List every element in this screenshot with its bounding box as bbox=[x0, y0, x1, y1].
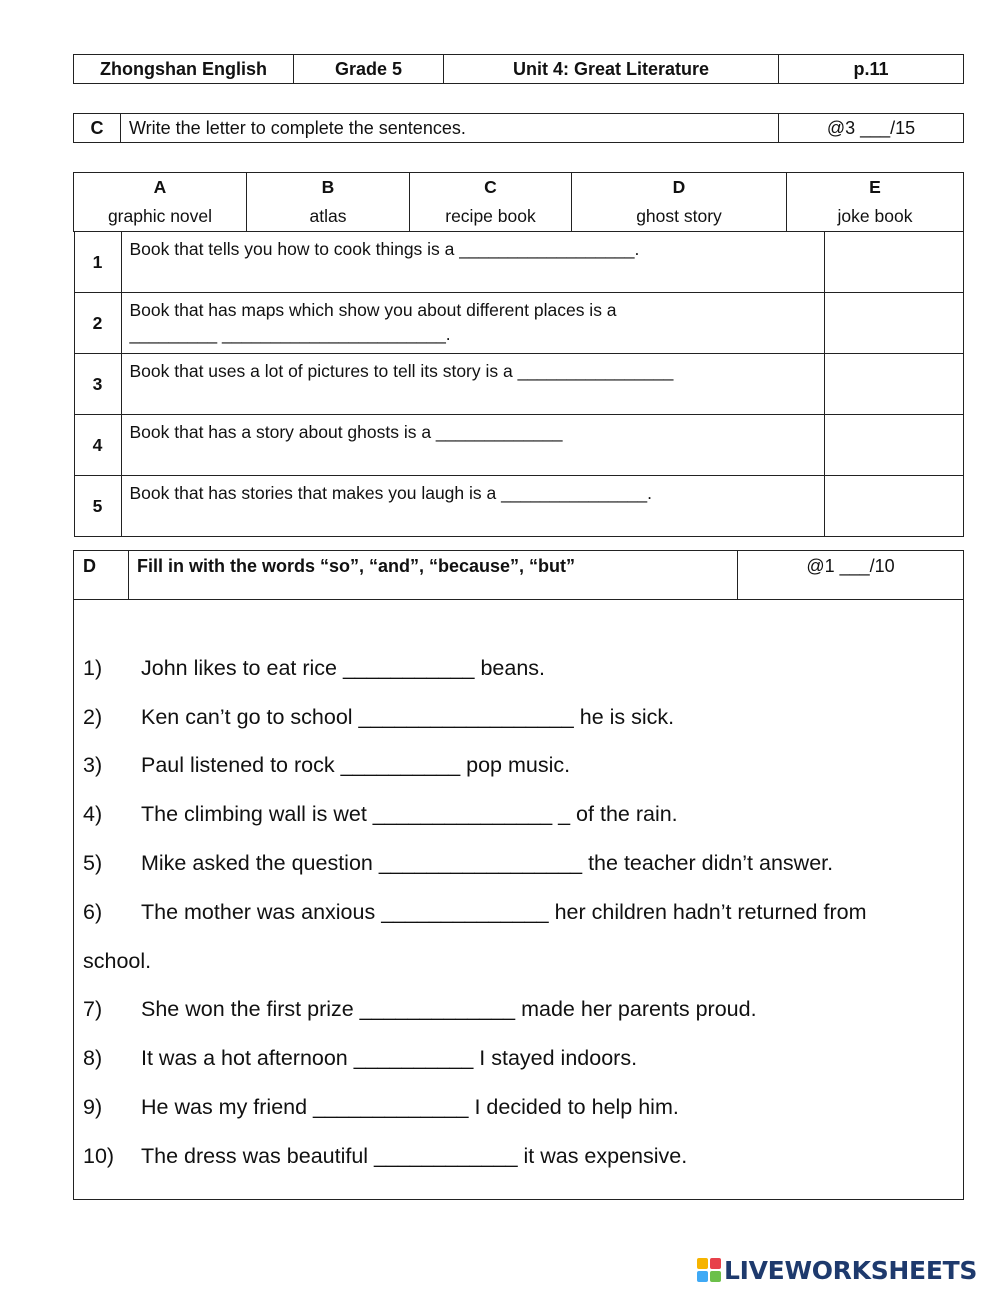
option-letter: D bbox=[672, 177, 686, 197]
sentence-text: Paul listened to rock __________ pop music. bbox=[141, 753, 571, 778]
question-number: 3 bbox=[74, 354, 121, 415]
question-row bbox=[74, 415, 963, 476]
sentence-text: school. bbox=[83, 948, 152, 973]
question-number: 4 bbox=[74, 415, 121, 476]
answer-box[interactable] bbox=[824, 476, 963, 537]
answer-box[interactable] bbox=[824, 293, 963, 354]
sentence-text: Ken can’t go to school __________________ he is sick. bbox=[141, 704, 675, 729]
option-label: graphic novel bbox=[107, 206, 213, 226]
sentence-number: 7) bbox=[83, 997, 103, 1022]
sentence-list bbox=[74, 600, 963, 1181]
question-row bbox=[74, 232, 963, 293]
question-line: Book that has stories that makes you laugh is a _______________. bbox=[129, 483, 652, 503]
question-row bbox=[74, 476, 963, 537]
section-c-table bbox=[73, 172, 964, 537]
option-label: joke book bbox=[837, 206, 913, 226]
sentence-number: 2) bbox=[83, 704, 103, 729]
sentence-text: John likes to eat rice ___________ beans. bbox=[141, 655, 546, 680]
option-label: atlas bbox=[309, 206, 347, 226]
unit-title: Unit 4: Great Literature bbox=[444, 55, 779, 84]
question-row bbox=[74, 293, 963, 354]
sentence-number: 6) bbox=[83, 899, 103, 924]
page-number: p.11 bbox=[779, 55, 964, 84]
section-d-body bbox=[74, 600, 964, 1200]
sentence-number: 5) bbox=[83, 851, 103, 876]
question-text bbox=[121, 293, 824, 354]
section-d-instruction: Fill in with the words “so”, “and”, “because”, “but” bbox=[129, 551, 738, 600]
questions-inner bbox=[74, 232, 964, 537]
logo-blocks-icon bbox=[697, 1258, 721, 1282]
sentence-number: 1) bbox=[83, 655, 103, 680]
sentence-item[interactable] bbox=[83, 1083, 955, 1132]
option-letter: A bbox=[153, 177, 167, 197]
sentence-text: She won the first prize _____________ made her parents proud. bbox=[141, 997, 757, 1022]
sentence-number: 8) bbox=[83, 1046, 103, 1071]
section-c-header bbox=[73, 113, 964, 143]
sentence-item[interactable] bbox=[83, 888, 955, 937]
sentence-number: 10) bbox=[83, 1143, 115, 1168]
sentence-continuation bbox=[83, 937, 955, 986]
question-text bbox=[121, 415, 824, 476]
logo-block bbox=[710, 1271, 721, 1282]
answer-box[interactable] bbox=[824, 354, 963, 415]
section-d-letter: D bbox=[74, 551, 129, 600]
logo-text: LIVEWORKSHEETS bbox=[724, 1255, 978, 1285]
sentence-text: The mother was anxious ______________ her children hadn’t returned from bbox=[141, 899, 867, 924]
sentence-item[interactable] bbox=[83, 790, 955, 839]
question-line: _________ _______________________. bbox=[129, 324, 451, 344]
options-row bbox=[74, 173, 964, 232]
section-c-letter: C bbox=[74, 114, 121, 143]
option-b bbox=[247, 173, 410, 231]
liveworksheets-logo[interactable] bbox=[697, 1254, 977, 1286]
sentence-item[interactable] bbox=[83, 1034, 955, 1083]
questions-wrap bbox=[74, 232, 964, 538]
option-label: ghost story bbox=[636, 206, 722, 226]
question-text bbox=[121, 476, 824, 537]
question-number: 2 bbox=[74, 293, 121, 354]
sentence-text: It was a hot afternoon __________ I stayed indoors. bbox=[141, 1046, 638, 1071]
sentence-number: 4) bbox=[83, 802, 103, 827]
sentence-text: The climbing wall is wet _______________ _ of the rain. bbox=[141, 802, 678, 827]
question-number: 5 bbox=[74, 476, 121, 537]
question-line: Book that has maps which show you about different places is a bbox=[129, 300, 617, 320]
options-inner bbox=[74, 173, 963, 231]
sentence-item[interactable] bbox=[83, 742, 955, 791]
option-e bbox=[787, 173, 964, 231]
section-d-score: @1 ___/10 bbox=[738, 551, 964, 600]
option-letter: E bbox=[869, 177, 881, 197]
sentence-number: 9) bbox=[83, 1095, 103, 1120]
question-row bbox=[74, 354, 963, 415]
sentence-text: Mike asked the question _________________ the teacher didn’t answer. bbox=[141, 851, 834, 876]
section-c-score: @3 ___/15 bbox=[779, 114, 964, 143]
school-name: Zhongshan English bbox=[74, 55, 294, 84]
logo-block bbox=[710, 1258, 721, 1269]
logo-block bbox=[697, 1258, 708, 1269]
option-d bbox=[572, 173, 787, 231]
section-d-table bbox=[73, 550, 964, 1200]
option-c bbox=[410, 173, 572, 231]
option-letter: B bbox=[321, 177, 335, 197]
sentence-item[interactable] bbox=[83, 1132, 955, 1181]
sentence-item[interactable] bbox=[83, 839, 955, 888]
question-number: 1 bbox=[74, 232, 121, 293]
sentence-item[interactable] bbox=[83, 693, 955, 742]
answer-box[interactable] bbox=[824, 232, 963, 293]
sentence-item[interactable] bbox=[83, 644, 955, 693]
option-letter: C bbox=[484, 177, 497, 197]
header-table bbox=[73, 54, 964, 84]
question-line: Book that tells you how to cook things is a __________________. bbox=[129, 239, 640, 259]
question-text bbox=[121, 354, 824, 415]
answer-box[interactable] bbox=[824, 415, 963, 476]
grade-label: Grade 5 bbox=[294, 55, 444, 84]
option-label: recipe book bbox=[445, 206, 536, 226]
sentence-item[interactable] bbox=[83, 986, 955, 1035]
sentence-text: The dress was beautiful ____________ it was expensive. bbox=[141, 1143, 688, 1168]
sentence-text: He was my friend _____________ I decided to help him. bbox=[141, 1095, 679, 1120]
sentence-number: 3) bbox=[83, 753, 103, 778]
section-c-instruction: Write the letter to complete the sentences. bbox=[121, 114, 779, 143]
question-line: Book that has a story about ghosts is a _____________ bbox=[129, 422, 563, 442]
question-line: Book that uses a lot of pictures to tell its story is a ________________ bbox=[129, 361, 674, 381]
logo-block bbox=[697, 1271, 708, 1282]
question-text bbox=[121, 232, 824, 293]
option-a bbox=[74, 173, 247, 231]
section-d-header bbox=[74, 551, 964, 600]
